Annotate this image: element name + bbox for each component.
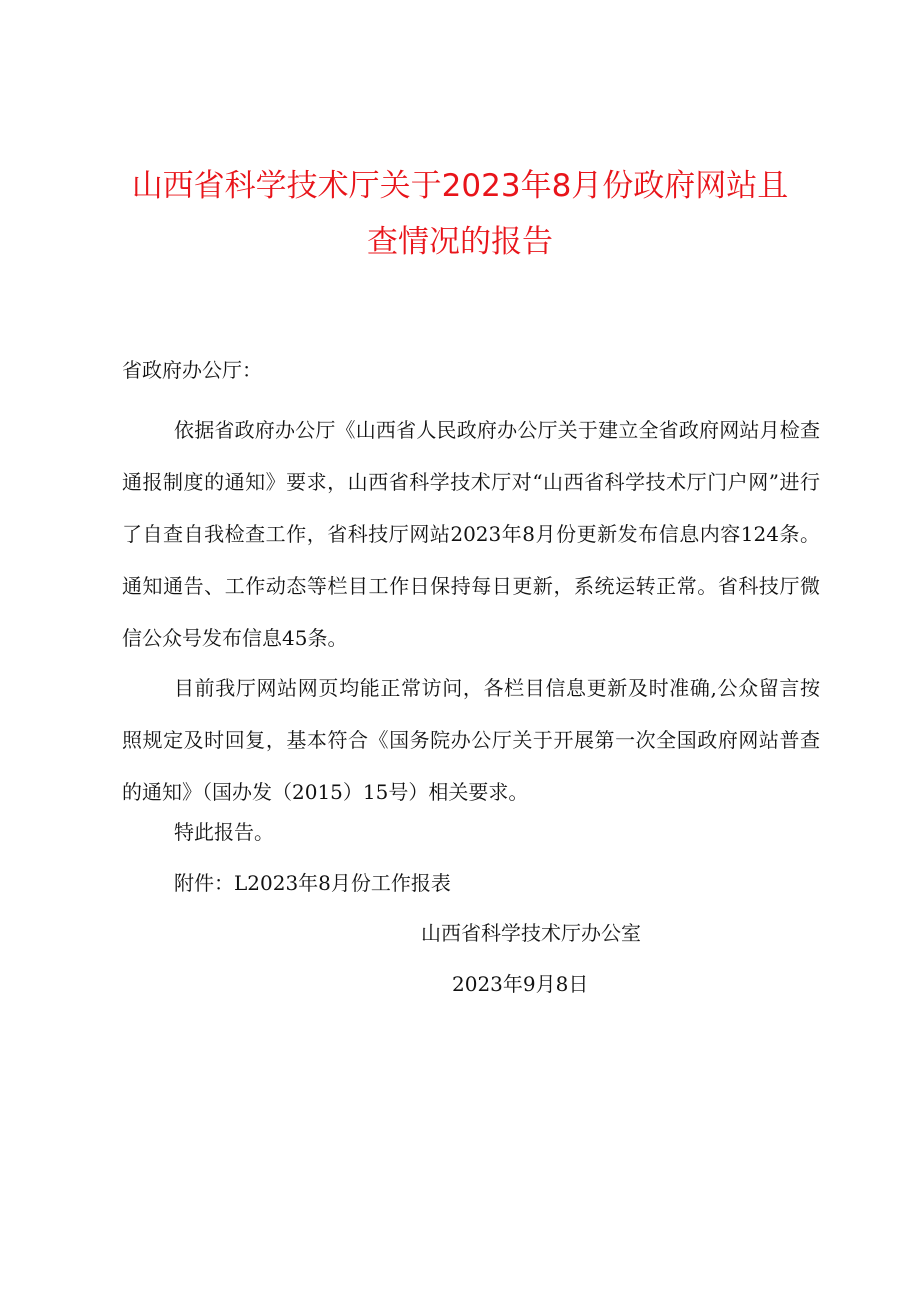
title-line-2: 查情况的报告 <box>367 224 553 260</box>
attachment-note: 附件：L2023年8月份工作报表 <box>174 871 451 895</box>
closing-remark: 特此报告。 <box>174 820 274 844</box>
salutation: 省政府办公厅： <box>122 358 262 382</box>
signature-office: 山西省科学技术厅办公室 <box>421 921 641 945</box>
document-title <box>105 158 815 270</box>
body-paragraph-1: 依据省政府办公厅《山西省人民政府办公厅关于建立全省政府网站月检查通报制度的通知》要求，山西省科学技术厅对“山西省科学技术厅门户网”进行了自查自我检查工作，省科技厅网站2023年8月份更新发布信息内容124条。通知通告、工作动态等栏目工作日保持每日更新，系统运转正常。省科技厅微信公众号发布信息45条。 <box>122 418 820 650</box>
document-date: 2023年9月8日 <box>452 972 589 996</box>
body-paragraph-2: 目前我厅网站网页均能正常访问，各栏目信息更新及时准确,公众留言按照规定及时回复，基本符合《国务院办公厅关于开展第一次全国政府网站普查的通知》（国办发（2015）15号）相关要求。 <box>122 676 820 804</box>
title-line-1: 山西省科学技术厅关于2023年8月份政府网站且 <box>131 168 789 204</box>
